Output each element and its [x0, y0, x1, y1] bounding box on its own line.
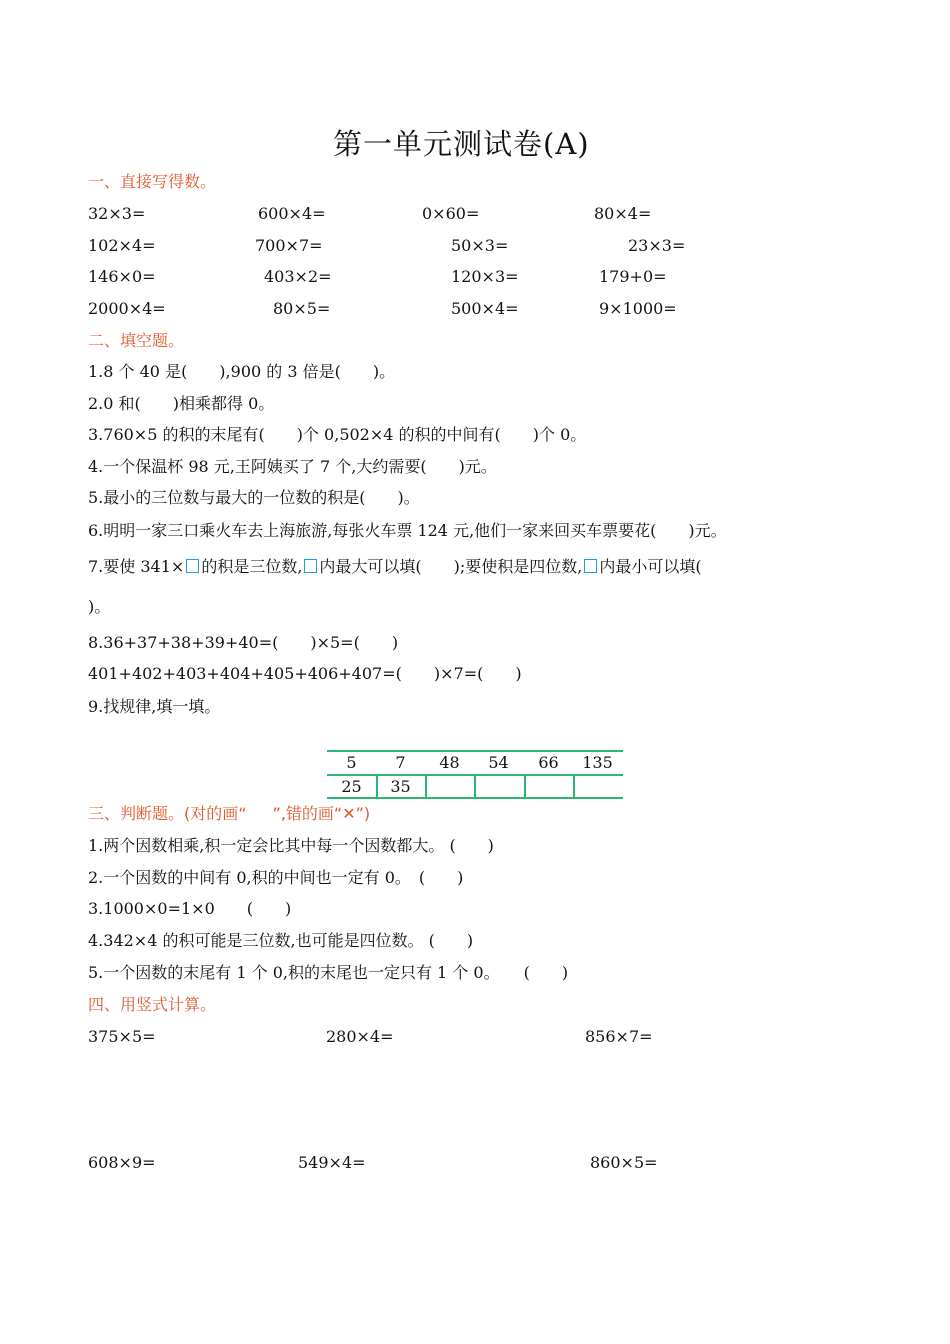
calc-item: 0×60= [422, 204, 480, 223]
pattern-table [327, 750, 623, 798]
judge-item: 1.两个因数相乘,积一定会比其中每一个因数都大。 ( ) [88, 836, 494, 855]
calc-item: 700×7= [255, 236, 323, 255]
fill-question: 1.8 个 40 是( ),900 的 3 倍是( )。 [88, 362, 396, 381]
table-cell: 7 [395, 753, 406, 772]
section-2-heading: 二、填空题。 [88, 331, 185, 350]
judge-item: 3.1000×0=1×0 ( ) [88, 899, 292, 918]
vertical-calc-item: 280×4= [326, 1027, 394, 1046]
calc-item: 403×2= [264, 267, 332, 286]
vertical-calc-item: 608×9= [88, 1153, 156, 1172]
fill-question: 401+402+403+404+405+406+407=( )×7=( ) [88, 664, 522, 683]
calc-item: 50×3= [451, 236, 509, 255]
section-4-heading: 四、用竖式计算。 [88, 995, 217, 1014]
fill-question: 4.一个保温杯 98 元,王阿姨买了 7 个,大约需要( )元。 [88, 457, 497, 476]
calc-item: 32×3= [88, 204, 146, 223]
blank-box [584, 559, 597, 573]
heading-part: ”,错的画“ [272, 804, 343, 823]
q7-part: 的积是三位数, [201, 557, 303, 576]
fill-question: 2.0 和( )相乘都得 0。 [88, 394, 275, 413]
fill-question-7 [88, 557, 702, 577]
section-3-heading [88, 804, 370, 824]
calc-item: 179+0= [599, 267, 667, 286]
blank-box [186, 559, 199, 573]
calc-item: 9×1000= [599, 299, 677, 318]
table-cell: 54 [488, 753, 509, 772]
vertical-calc-item: 860×5= [590, 1153, 658, 1172]
table-cell: 25 [341, 777, 362, 796]
blank-box [304, 559, 317, 573]
vertical-calc-item: 375×5= [88, 1027, 156, 1046]
calc-item: 80×5= [273, 299, 331, 318]
calc-item: 600×4= [258, 204, 326, 223]
cross-icon: ✕ [342, 804, 356, 823]
calc-item: 146×0= [88, 267, 156, 286]
heading-part: 三、判断题。(对的画“ [88, 804, 247, 823]
judge-item: 5.一个因数的末尾有 1 个 0,积的末尾也一定只有 1 个 0。 ( ) [88, 963, 569, 982]
calc-item: 120×3= [451, 267, 519, 286]
fill-question: 9.找规律,填一填。 [88, 697, 221, 716]
heading-part: ”) [355, 804, 371, 823]
fill-question: 8.36+37+38+39+40=( )×5=( ) [88, 633, 399, 652]
page-title: 第一单元测试卷(A) [333, 127, 590, 161]
fill-question: 5.最小的三位数与最大的一位数的积是( )。 [88, 488, 420, 507]
table-cell: 48 [439, 753, 460, 772]
q7-continuation: )。 [88, 597, 111, 616]
q7-part: 内最大可以填( );要使积是四位数, [319, 557, 583, 576]
q7-part: 内最小可以填( [599, 557, 702, 576]
table-divider [524, 775, 526, 798]
table-cell: 135 [582, 753, 613, 772]
calc-item: 500×4= [451, 299, 519, 318]
judge-item: 4.342×4 的积可能是三位数,也可能是四位数。 ( ) [88, 931, 474, 950]
table-line-top [327, 750, 623, 752]
calc-item: 80×4= [594, 204, 652, 223]
calc-item: 2000×4= [88, 299, 166, 318]
fill-question: 3.760×5 的积的末尾有( )个 0,502×4 的积的中间有( )个 0。 [88, 425, 587, 444]
calc-item: 102×4= [88, 236, 156, 255]
vertical-calc-item: 549×4= [298, 1153, 366, 1172]
vertical-calc-item: 856×7= [585, 1027, 653, 1046]
section-1-heading: 一、直接写得数。 [88, 172, 217, 191]
calc-item: 23×3= [628, 236, 686, 255]
judge-item: 2.一个因数的中间有 0,积的中间也一定有 0。 ( ) [88, 868, 464, 887]
table-divider [474, 775, 476, 798]
table-cell: 35 [390, 777, 411, 796]
table-divider [573, 775, 575, 798]
q7-part: 7.要使 341× [88, 557, 185, 576]
table-cell: 66 [538, 753, 559, 772]
table-divider [425, 775, 427, 798]
fill-question: 6.明明一家三口乘火车去上海旅游,每张火车票 124 元,他们一家来回买车票要花( )元。 [88, 521, 727, 540]
table-cell: 5 [346, 753, 357, 772]
